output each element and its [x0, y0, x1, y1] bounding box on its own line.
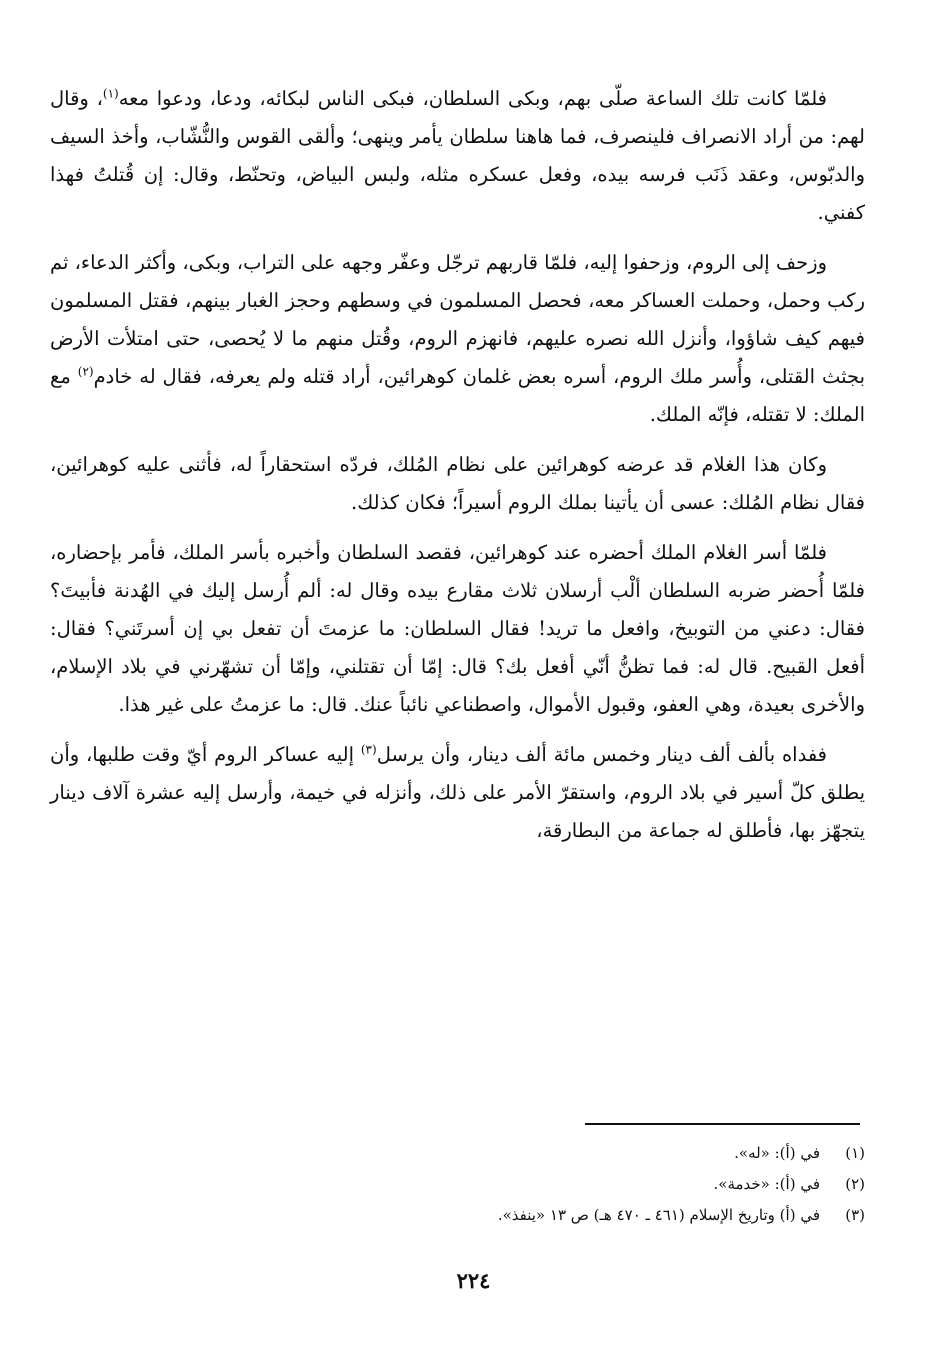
footnote-3-text: في (أ) وتاريخ الإسلام (٤٦١ ـ ٤٧٠ هـ) ص ١٣ «ينفذ». — [497, 1206, 820, 1224]
footnote-2-number: (٢) — [845, 1175, 865, 1193]
footnote-1-text: في (أ): «له». — [734, 1144, 820, 1162]
paragraph-2-text-a: وزحف إلى الروم، وزحفوا إليه، فلمّا قاربهم ترجّل وعفّر وجهه على التراب، وبكى، وأكثر الدعاء، ثم ركب وحمل، وحملت العساكر معه، فحصل المسلمون في وسطهم وحجز الغبار بينهم، فقتل المسلمون فيهم كيف شاؤوا، وأنزل الله نصره عليهم، فانهزم الروم، وقُتل منهم ما لا يُحصى، حتى امتلأت الأرض بجثث القتلى، وأُسر ملك الروم، أسره بعض غلمان كوهرائين، أراد قتله ولم يعرفه، فقال له خادم — [50, 251, 865, 388]
main-text — [50, 80, 865, 862]
footnote-1-number: (١) — [845, 1144, 865, 1162]
paragraph-2-text-b: مع الملك: لا تقتله، فإنّه الملك. — [50, 365, 865, 426]
paragraph-4 — [50, 534, 865, 724]
footnote-ref-2: (٢) — [77, 364, 94, 379]
footnote-ref-3: (٣) — [360, 742, 377, 757]
paragraph-3-text: وكان هذا الغلام قد عرضه كوهرائين على نظام المُلك، فردّه استحقاراً له، فأثنى عليه كوهرائين، فقال نظام المُلك: عسى أن يأتينا بملك الروم أسيراً؛ فكان كذلك. — [50, 453, 865, 514]
footnote-2 — [300, 1169, 865, 1200]
paragraph-5-text-b: إليه عساكر الروم أيّ وقت طلبها، وأن يطلق كلّ أسير في بلاد الروم، واستقرّ الأمر على ذلك، وأنزله في خيمة، وأرسل إليه عشرة آلاف دينار يتجهّز بها، فأطلق له جماعة من البطارقة، — [50, 743, 865, 842]
paragraph-5-text-a: ففداه بألف ألف دينار وخمس مائة ألف دينار، وأن يرسل — [376, 743, 828, 766]
footnote-divider — [585, 1123, 860, 1125]
paragraph-3 — [50, 446, 865, 522]
footnote-2-text: في (أ): «خدمة». — [713, 1175, 820, 1193]
paragraph-4-text: فلمّا أسر الغلام الملك أحضره عند كوهرائين، فقصد السلطان وأخبره بأسر الملك، فأمر بإحضاره، فلمّا أُحضر ضربه السلطان ألْب أرسلان ثلاث مقارع بيده وقال له: ألم أُرسل إليك في الهُدنة فأبيتَ؟ فقال: دعني من التوبيخ، وافعل ما تريد! فقال السلطان: ما عزمتَ أن تفعل بي إن أسرتَني؟ فقال: أفعل القبيح. قال له: فما تظنُّ أنّي أفعل بك؟ قال: إمّا أن تقتلني، وإمّا أن تشهّرني في بلاد الإسلام، والأخرى بعيدة، وهي العفو، وقبول الأموال، واصطناعي نائباً عنك. قال: ما عزمتُ على غير هذا. — [50, 541, 865, 716]
paragraph-1-text-b: ، وقال لهم: من أراد الانصراف فلينصرف، فما هاهنا سلطان يأمر وينهى؛ وألقى القوس والنُّشّاب، وأخذ السيف والدبّوس، وعقد ذَنَب فرسه بيده، وفعل عسكره مثله، ولبس البياض، وتحنّط، وقال: إن قُتلتُ فهذا كفني. — [50, 87, 865, 224]
footnote-3 — [300, 1200, 865, 1231]
paragraph-1-text-a: فلمّا كانت تلك الساعة صلّى بهم، وبكى السلطان، فبكى الناس لبكائه، ودعا، ودعوا معه — [118, 87, 827, 110]
footnote-1 — [300, 1138, 865, 1169]
footnote-ref-1: (١) — [102, 86, 119, 101]
page-number: ٢٢٤ — [456, 1268, 491, 1293]
footnotes — [300, 1138, 865, 1231]
footnote-3-number: (٣) — [845, 1206, 865, 1224]
paragraph-2 — [50, 244, 865, 434]
paragraph-1 — [50, 80, 865, 232]
paragraph-5 — [50, 736, 865, 850]
